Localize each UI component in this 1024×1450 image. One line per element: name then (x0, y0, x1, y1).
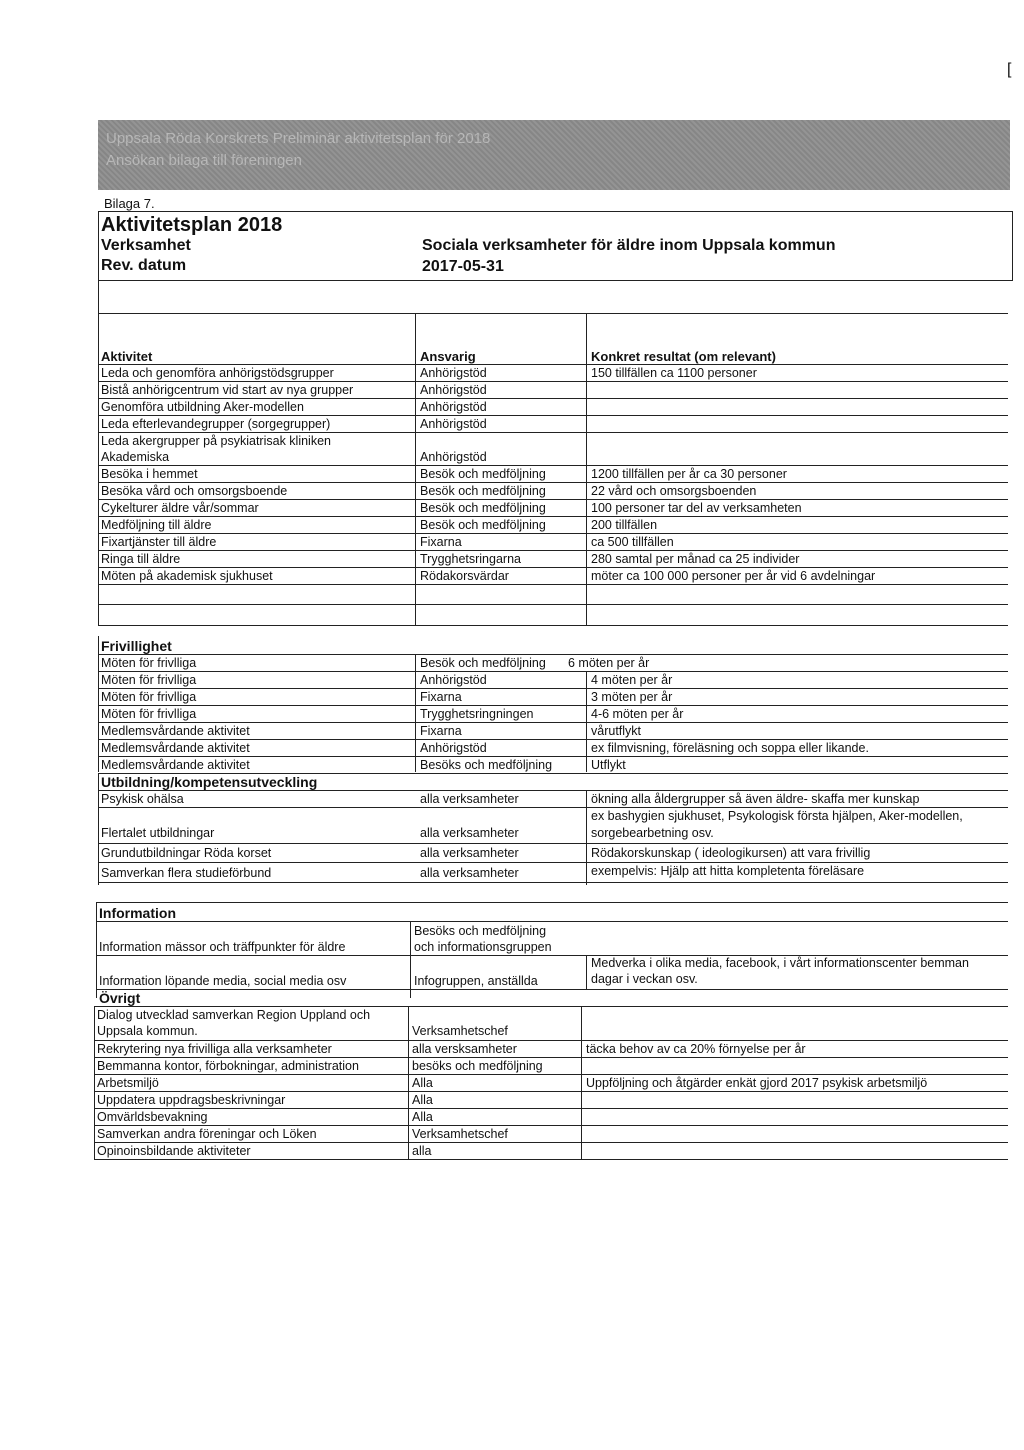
activity-row-5-aktivitet: Leda akergrupper på psykiatrisak kliniken (101, 434, 331, 448)
frivillighet-row-1-aktivitet: Möten för frivlliga (101, 656, 197, 670)
activity-row-3-ansvarig: Anhörigstöd (420, 400, 487, 414)
frivillighet-row-3-ansvarig: Fixarna (420, 690, 462, 704)
utbildning-row-4-aktivitet: Samverkan flera studieförbund (101, 866, 272, 880)
activity-row-1-ansvarig: Anhörigstöd (420, 366, 487, 380)
frivillighet-row-2-resultat: 4 möten per år (591, 673, 673, 687)
section-utbildning: Utbildning/kompetensutveckling (101, 774, 318, 790)
frivillighet-row-6-ansvarig: Anhörigstöd (420, 741, 487, 755)
activity-row-8-resultat: 100 personer tar del av verksamheten (591, 501, 802, 515)
frivillighet-row-5-ansvarig: Fixarna (420, 724, 462, 738)
header-bar-line1: Uppsala Röda Korskrets Preliminär aktivitetsplan för 2018 (106, 130, 491, 147)
information-row-2-resultat-line1: Medverka i olika media, facebook, i vårt informationscenter bemman (591, 956, 969, 970)
activity-row-4-aktivitet: Leda efterlevandegrupper (sorgegrupper) (101, 417, 331, 431)
frivillighet-row-6-resultat: ex filmvisning, föreläsning och soppa eller likande. (591, 741, 869, 755)
activity-row-7-ansvarig: Besök och medföljning (420, 484, 546, 498)
activity-row-9-aktivitet: Medföljning till äldre (101, 518, 212, 532)
activity-row-10-ansvarig: Fixarna (420, 535, 462, 549)
activity-row-2-ansvarig: Anhörigstöd (420, 383, 487, 397)
bilaga-label: Bilaga 7. (104, 196, 155, 211)
activity-row-7-aktivitet: Besöka vård och omsorgsboende (101, 484, 288, 498)
utbildning-row-4-resultat: exempelvis: Hjälp att hitta kompletenta föreläsare (591, 864, 865, 878)
ovrigt-row-4-ansvarig: Alla (412, 1076, 433, 1090)
ovrigt-row-4-resultat: Uppföljning och åtgärder enkät gjord 2017 psykisk arbetsmiljö (586, 1076, 928, 1090)
frivillighet-row-1-ansvarig: Besök och medföljning (420, 656, 546, 670)
activity-row-10-aktivitet: Fixartjänster till äldre (101, 535, 217, 549)
ovrigt-row-2-resultat: täcka behov av ca 20% förnyelse per år (586, 1042, 806, 1056)
frivillighet-row-7-resultat: Utflykt (591, 758, 626, 772)
ovrigt-row-6-aktivitet: Omvärldsbevakning (97, 1110, 208, 1124)
section-ovrigt: Övrigt (99, 990, 141, 1006)
frivillighet-row-2-ansvarig: Anhörigstöd (420, 673, 487, 687)
activity-row-5-ansvarig: Anhörigstöd (420, 450, 487, 464)
activity-row-11-ansvarig: Trygghetsringarna (420, 552, 521, 566)
ovrigt-row-4-aktivitet: Arbetsmiljö (97, 1076, 159, 1090)
information-row-2-ansvarig: Infogruppen, anställda (414, 974, 538, 988)
activity-row-11-resultat: 280 samtal per månad ca 25 individer (591, 552, 800, 566)
page-title: Aktivitetsplan 2018 (101, 214, 283, 236)
activity-row-6-ansvarig: Besök och medföljning (420, 467, 546, 481)
frivillighet-row-3-aktivitet: Möten för frivlliga (101, 690, 197, 704)
frivillighet-row-7-ansvarig: Besöks och medföljning (420, 758, 553, 772)
frivillighet-row-3-resultat: 3 möten per år (591, 690, 673, 704)
ovrigt-row-3-ansvarig: besöks och medföljning (412, 1059, 543, 1073)
frivillighet-row-4-resultat: 4-6 möten per år (591, 707, 684, 721)
ovrigt-row-3-aktivitet: Bemmanna kontor, förbokningar, administration (97, 1059, 359, 1073)
utbildning-row-3-resultat: Rödakorskunskap ( ideologikursen) att vara frivillig (591, 846, 871, 860)
header-bar (98, 120, 1010, 190)
ovrigt-row-5-aktivitet: Uppdatera uppdragsbeskrivningar (97, 1093, 286, 1107)
verksamhet-label: Verksamhet (101, 237, 191, 254)
frivillighet-row-5-resultat: vårutflykt (591, 724, 642, 738)
activity-row-8-aktivitet: Cykelturer äldre vår/sommar (101, 501, 259, 515)
information-row-2-resultat-line2: dagar i veckan osv. (591, 972, 698, 986)
utbildning-row-2-resultat-line2: sorgebearbetning osv. (591, 826, 714, 840)
activity-row-4-ansvarig: Anhörigstöd (420, 417, 487, 431)
activity-row-10-resultat: ca 500 tillfällen (591, 535, 674, 549)
frivillighet-row-5-aktivitet: Medlemsvårdande aktivitet (101, 724, 250, 738)
section-frivillighet: Frivillighet (101, 638, 172, 654)
ovrigt-row-6-ansvarig: Alla (412, 1110, 433, 1124)
ovrigt-row-7-aktivitet: Samverkan andra föreningar och Löken (97, 1127, 317, 1141)
ovrigt-row-1-aktivitet-line1: Dialog utvecklad samverkan Region Uppland och (97, 1008, 371, 1022)
frivillighet-row-1-resultat: 6 möten per år (568, 656, 650, 670)
frivillighet-row-2-aktivitet: Möten för frivlliga (101, 673, 197, 687)
frivillighet-row-4-ansvarig: Trygghetsringningen (420, 707, 534, 721)
section-information: Information (99, 905, 176, 921)
activity-row-5-aktivitet-cont: Akademiska (101, 450, 170, 464)
rev-value: 2017-05-31 (422, 258, 504, 275)
col-header-resultat: Konkret resultat (om relevant) (591, 349, 776, 364)
ovrigt-row-7-ansvarig: Verksamhetschef (412, 1127, 508, 1141)
utbildning-row-2-ansvarig: alla verksamheter (420, 826, 519, 840)
activity-row-1-resultat: 150 tillfällen ca 1100 personer (591, 366, 757, 380)
utbildning-row-1-resultat: ökning alla åldergrupper så även äldre- skaffa mer kunskap (591, 792, 920, 806)
information-row-1-aktivitet: Information mässor och träffpunkter för äldre (99, 940, 346, 954)
ovrigt-row-1-ansvarig: Verksamhetschef (412, 1024, 508, 1038)
col-header-ansvarig: Ansvarig (420, 349, 476, 364)
activity-row-9-ansvarig: Besök och medföljning (420, 518, 546, 532)
activity-row-6-aktivitet: Besöka i hemmet (101, 467, 198, 481)
information-row-1-ansvarig-line2: och informationsgruppen (414, 940, 552, 954)
utbildning-row-1-ansvarig: alla verksamheter (420, 792, 519, 806)
activity-row-8-ansvarig: Besök och medföljning (420, 501, 546, 515)
utbildning-row-1-aktivitet: Psykisk ohälsa (101, 792, 184, 806)
ovrigt-row-8-aktivitet: Opinoinsbildande aktiviteter (97, 1144, 251, 1158)
utbildning-row-3-aktivitet: Grundutbildningar Röda korset (101, 846, 272, 860)
ovrigt-row-8-ansvarig: alla (412, 1144, 432, 1158)
frivillighet-row-4-aktivitet: Möten för frivlliga (101, 707, 197, 721)
information-row-1-ansvarig-line1: Besöks och medföljning (414, 924, 547, 938)
activity-row-7-resultat: 22 vård och omsorgsboenden (591, 484, 757, 498)
col-header-aktivitet: Aktivitet (101, 349, 153, 364)
activity-row-12-ansvarig: Rödakorsvärdar (420, 569, 509, 583)
utbildning-row-2-aktivitet: Flertalet utbildningar (101, 826, 215, 840)
activity-row-11-aktivitet: Ringa till äldre (101, 552, 181, 566)
utbildning-row-2-resultat-line1: ex bashygien sjukhuset, Psykologisk första hjälpen, Aker-modellen, (591, 809, 963, 823)
frivillighet-row-6-aktivitet: Medlemsvårdande aktivitet (101, 741, 250, 755)
verksamhet-value: Sociala verksamheter för äldre inom Uppsala kommun (422, 237, 836, 254)
corner-mark: [ (1007, 61, 1012, 78)
frivillighet-row-7-aktivitet: Medlemsvårdande aktivitet (101, 758, 250, 772)
utbildning-row-3-ansvarig: alla verksamheter (420, 846, 519, 860)
activity-row-6-resultat: 1200 tillfällen per år ca 30 personer (591, 467, 787, 481)
activity-row-3-aktivitet: Genomföra utbildning Aker-modellen (101, 400, 304, 414)
rev-label: Rev. datum (101, 257, 187, 274)
ovrigt-row-2-aktivitet: Rekrytering nya frivilliga alla verksamheter (97, 1042, 332, 1056)
activity-row-12-aktivitet: Möten på akademisk sjukhuset (101, 569, 273, 583)
information-row-2-aktivitet: Information löpande media, social media osv (99, 974, 347, 988)
utbildning-row-4-ansvarig: alla verksamheter (420, 866, 519, 880)
ovrigt-row-5-ansvarig: Alla (412, 1093, 433, 1107)
activity-row-12-resultat: möter ca 100 000 personer per år vid 6 avdelningar (591, 569, 876, 583)
activity-row-1-aktivitet: Leda och genomföra anhörigstödsgrupper (101, 366, 334, 380)
activity-row-2-aktivitet: Bistå anhörigcentrum vid start av nya grupper (101, 383, 354, 397)
ovrigt-row-2-ansvarig: alla versksamheter (412, 1042, 517, 1056)
ovrigt-row-1-aktivitet-line2: Uppsala kommun. (97, 1024, 198, 1038)
header-bar-line2: Ansökan bilaga till föreningen (106, 152, 302, 169)
activity-row-9-resultat: 200 tillfällen (591, 518, 658, 532)
